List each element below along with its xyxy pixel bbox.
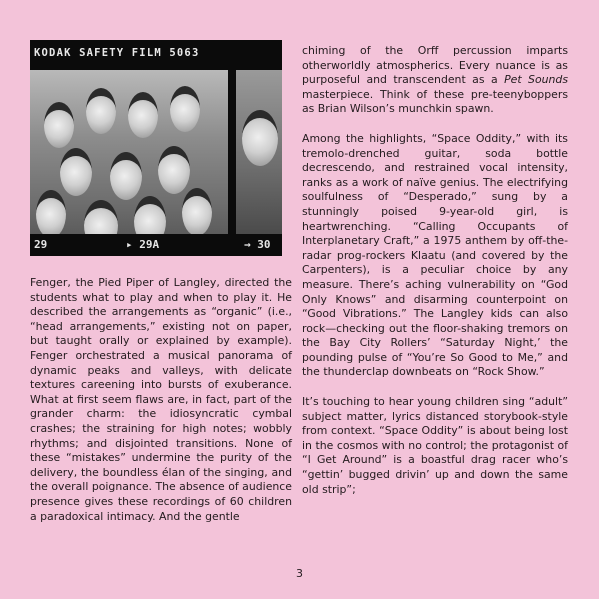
page-number: 3	[296, 567, 303, 580]
photo-frame-partial	[236, 70, 282, 256]
face	[36, 190, 66, 238]
body-paragraph	[302, 44, 568, 117]
right-text-column	[302, 44, 568, 497]
body-paragraph: Among the highlights, “Space Oddity,” with its tremolo-drenched guitar, soda bottle decrescendo, and restrained vocal intensity, ranks as a work of naïve genius. The electrifying soulfulness of “Desperado,” sung by a stunningly poised 9-year-old girl, is heartwrenching. “Calling Occupants of Interplanetary Craft,” a 1975 anthem by off-the-radar prog-rockers Klaatu (and covered by the Carpenters), is a peculiar choice by any measure. There’s aching vulnerability on “God Only Knows” and disarming counterpoint on “Good Vibrations.” The Langley kids can also rock—checking out the floor-shaking tremors on the Bay City Rollers’ “Saturday Night,’ the pounding pulse of “You’re So Good to Me,” and the thunderclap downbeats on “Rock Show.”	[302, 131, 568, 379]
face	[158, 146, 190, 194]
frame-number: 29	[34, 238, 48, 251]
frame-number: → 30	[244, 238, 271, 251]
face	[110, 152, 142, 200]
frame-number: ▸ 29A	[126, 238, 160, 251]
film-caption: KODAK SAFETY FILM 5063	[34, 47, 200, 59]
face	[60, 148, 92, 196]
face	[170, 86, 200, 132]
photo-frame-children-choir	[30, 70, 228, 256]
film-edge-bottom	[30, 234, 282, 256]
face	[182, 188, 212, 236]
paragraph-text: masterpiece. Think of these pre-teenyboppers as Brian Wilson’s munchkin spawn.	[302, 87, 568, 116]
body-paragraph: It’s touching to hear young children sing “adult” subject matter, lyrics distanced storybook-style from context. “Space Oddity” is about being lost in the cosmos with no control; the protagonist of “I Get Around” is a boastful drag racer who’s “gettin’ bugged drivin’ up and down the same old strip”;	[302, 395, 568, 496]
film-strip-photo	[30, 40, 282, 256]
left-text-column	[30, 276, 292, 524]
paragraph-text: chiming of the Orff percussion imparts otherworldly atmospherics. Every nuance is as purposeful and transcendent as a	[302, 44, 568, 87]
face	[86, 88, 116, 134]
film-edge-top	[30, 43, 282, 67]
body-paragraph: Fenger, the Pied Piper of Langley, directed the students what to play and when to play it. He described the arrangements as “organic” (i.e., “head arrangements,” existing not on paper, but taught orally or explained by example). Fenger orchestrated a musical panorama of dynamic peaks and valleys, with delicate textures careening into bursts of exuberance. What at first seem flaws are, in fact, part of the grander charm: the idiosyncratic cymbal crashes; the straining for high notes; wobbly rhythms; and disjointed transitions. None of these “mistakes” undermine the purity of the delivery, the boundless élan of the singing, and the overall poignance. The absence of audience presence gives these recordings of 60 children a paradoxical intimacy. And the gentle	[30, 276, 292, 523]
album-title: Pet Sounds	[504, 73, 569, 87]
face	[128, 92, 158, 138]
face	[44, 102, 74, 148]
frame-number-label: 29A	[139, 238, 160, 251]
frame-number-label: 30	[257, 238, 271, 251]
face	[242, 110, 278, 166]
